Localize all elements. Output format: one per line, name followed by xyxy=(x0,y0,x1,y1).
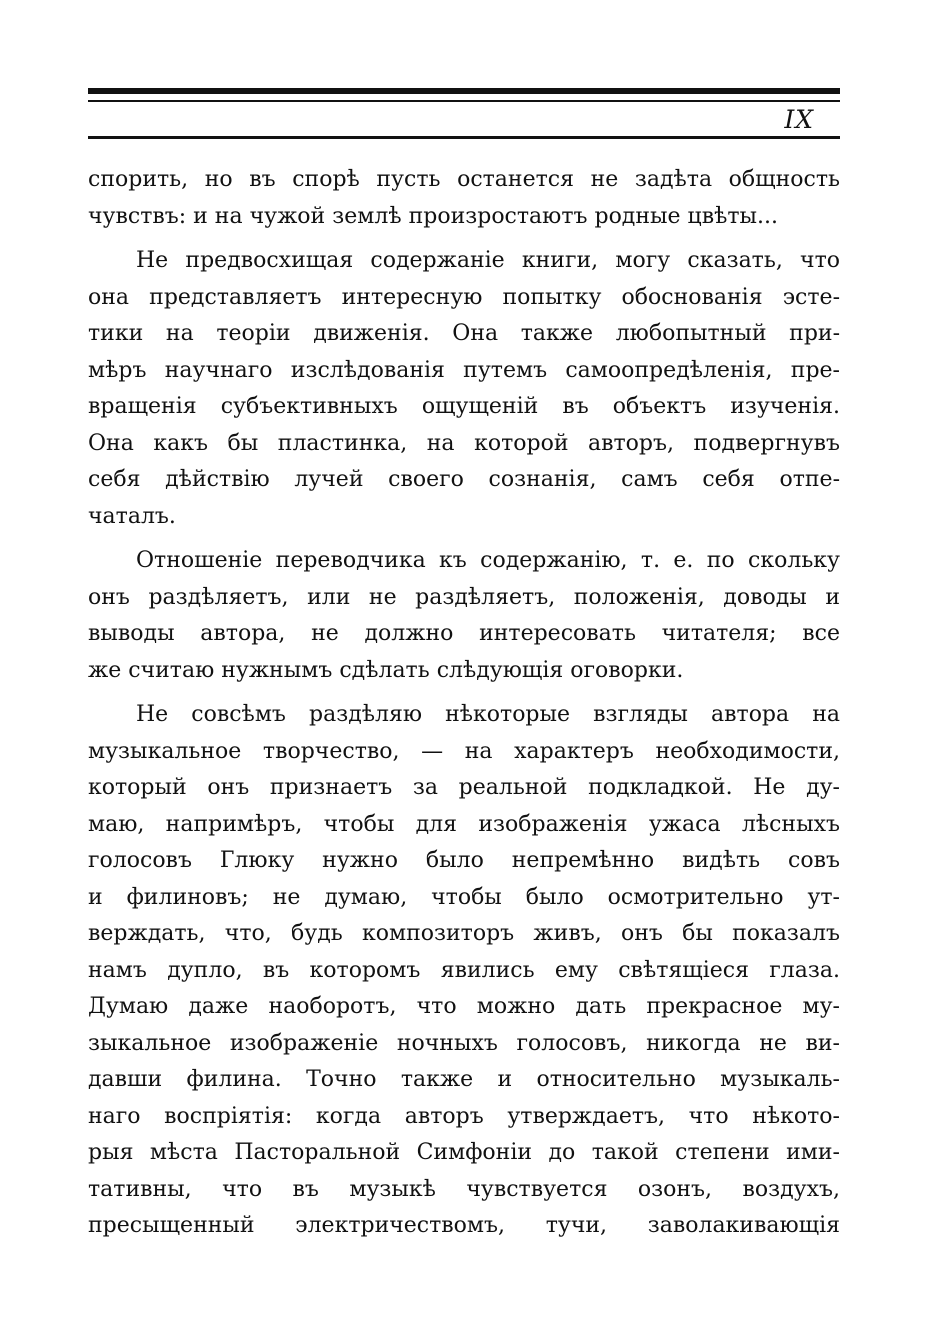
paragraph xyxy=(88,243,840,535)
text-line: верждать, что, будь композиторъ живъ, онъ бы показалъ xyxy=(88,921,840,946)
text-line: и филиновъ; не думаю, чтобы было осмотрительно ут- xyxy=(88,884,840,910)
text-line: который онъ признаетъ за реальной подкладкой. Не ду- xyxy=(88,775,840,800)
paragraph xyxy=(88,162,840,235)
text-line: вращенія субъективныхъ ощущеній въ объектъ изученія. xyxy=(88,394,840,419)
text-line: Не предвосхищая содержаніе книги, могу сказать, что xyxy=(136,248,840,273)
header-rule-thin xyxy=(88,100,840,102)
body-text xyxy=(88,162,840,1253)
text-line: голосовъ Глюку нужно было непремѣнно видѣть совъ xyxy=(88,848,840,873)
text-line: наго воспріятія: когда авторъ утверждаетъ, что нѣкото- xyxy=(88,1103,840,1129)
text-line: тики на теоріи движенія. Она также любопытный при- xyxy=(88,321,840,346)
text-line: зыкальное изображеніе ночныхъ голосовъ, никогда не ви- xyxy=(88,1030,840,1056)
text-line: мѣръ научнаго изслѣдованія путемъ самоопредѣленія, пре- xyxy=(88,357,840,383)
text-line: чувствъ: и на чужой землѣ произростаютъ родные цвѣты... xyxy=(88,203,779,229)
text-line: музыкальное творчество, — на характеръ необходимости, xyxy=(88,738,840,764)
text-line: намъ дупло, въ которомъ явились ему свѣтящіеся глаза. xyxy=(88,957,840,983)
text-line: давши филина. Точно также и относительно музыкаль- xyxy=(88,1067,840,1092)
page-number: IX xyxy=(784,105,814,134)
text-line: себя дѣйствію лучей своего сознанія, самъ себя отпе- xyxy=(88,467,840,492)
paragraph xyxy=(88,697,840,1245)
header-rule-bottom xyxy=(88,136,840,139)
text-line: пресыщенный электричествомъ, тучи, заволакивающія xyxy=(88,1213,840,1238)
text-line: тативны, что въ музыкѣ чувствуется озонъ, воздухъ, xyxy=(88,1176,840,1202)
text-line: выводы автора, не должно интересовать читателя; все xyxy=(88,621,840,646)
text-line: спорить, но въ спорѣ пусть останется не задѣта общность xyxy=(88,167,840,192)
text-line: Думаю даже наоборотъ, что можно дать прекрасное му- xyxy=(88,994,840,1019)
paragraph xyxy=(88,543,840,689)
text-line: онъ раздѣляетъ, или не раздѣляетъ, положенія, доводы и xyxy=(88,584,840,610)
text-line: же считаю нужнымъ сдѣлать слѣдующія оговорки. xyxy=(88,657,684,683)
text-line: Она какъ бы пластинка, на которой авторъ, подвергнувъ xyxy=(88,430,840,456)
header-rule-thick xyxy=(88,88,840,94)
text-line: чаталъ. xyxy=(88,503,176,529)
text-line: она представляетъ интересную попытку обоснованія эсте- xyxy=(88,284,840,310)
text-line: Не совсѣмъ раздѣляю нѣкоторые взгляды автора на xyxy=(136,702,840,727)
text-line: Отношеніе переводчика къ содержанію, т. е. по скольку xyxy=(136,548,840,573)
text-line: маю, напримѣръ, чтобы для изображенія ужаса лѣсныхъ xyxy=(88,811,840,837)
text-line: рыя мѣста Пасторальной Симфоніи до такой степени ими- xyxy=(88,1140,840,1165)
